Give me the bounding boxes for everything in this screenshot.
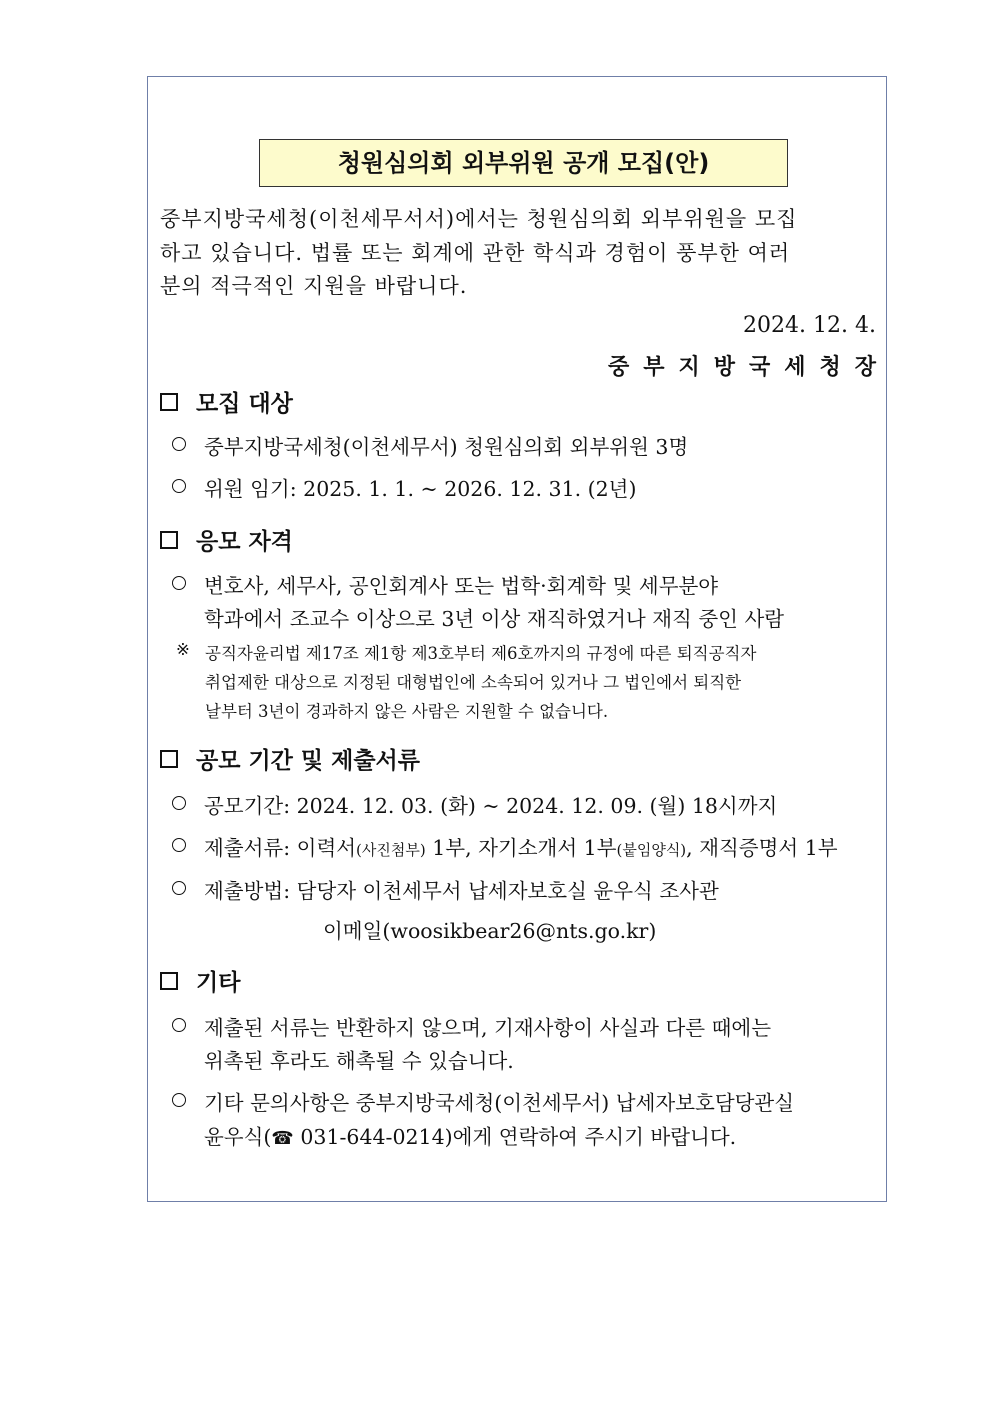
circle-bullet-icon <box>172 881 186 895</box>
intro-line: 하고 있습니다. 법률 또는 회계에 관한 학식과 경험이 풍부한 여러 <box>160 241 791 265</box>
circle-bullet-icon <box>172 838 186 852</box>
note-line: 취업제한 대상으로 지정된 대형법인에 소속되어 있거나 그 법인에서 퇴직한 <box>205 673 742 692</box>
section-heading-target: 모집 대상 <box>160 385 293 418</box>
circle-bullet-icon <box>172 576 186 590</box>
section-heading-period: 공모 기간 및 제출서류 <box>160 742 420 775</box>
issuer: 중부지방국세청장 <box>607 354 890 380</box>
list-item: 제출된 서류는 반환하지 않으며, 기재사항이 사실과 다른 때에는 <box>172 1011 771 1041</box>
circle-bullet-icon <box>172 796 186 810</box>
document-date: 2024. 12. 4. <box>743 313 876 338</box>
circle-bullet-icon <box>172 1018 186 1032</box>
circle-bullet-icon <box>172 479 186 493</box>
phone-icon: ☎ <box>271 1128 294 1149</box>
intro-line: 중부지방국세청(이천세무서서)에서는 청원심의회 외부위원을 모집 <box>160 207 798 231</box>
list-item-continuation: 위촉된 후라도 해촉될 수 있습니다. <box>204 1049 514 1073</box>
square-bullet-icon <box>160 393 178 411</box>
intro-line: 분의 적극적인 지원을 바랍니다. <box>160 274 468 298</box>
section-heading-qualification: 응모 자격 <box>160 523 293 556</box>
list-item: 중부지방국세청(이천세무서) 청원심의회 외부위원 3명 <box>172 430 688 460</box>
square-bullet-icon <box>160 750 178 768</box>
list-item-continuation: 윤우식(☎ 031-644-0214)에게 연락하여 주시기 바랍니다. <box>204 1125 737 1149</box>
note-line: 날부터 3년이 경과하지 않은 사람은 지원할 수 없습니다. <box>205 702 609 721</box>
square-bullet-icon <box>160 531 178 549</box>
square-bullet-icon <box>160 972 178 990</box>
list-item: 위원 임기: 2025. 1. 1. ~ 2026. 12. 31. (2년) <box>172 472 636 502</box>
list-item: 제출방법: 담당자 이천세무서 납세자보호실 윤우식 조사관 <box>172 874 719 904</box>
list-item: 기타 문의사항은 중부지방국세청(이천세무서) 납세자보호담당관실 <box>172 1086 794 1116</box>
section-heading-etc: 기타 <box>160 964 240 997</box>
contact-email: 이메일(woosikbear26@nts.go.kr) <box>323 919 657 943</box>
circle-bullet-icon <box>172 1093 186 1107</box>
list-item: 공모기간: 2024. 12. 03. (화) ~ 2024. 12. 09. (월) 18시까지 <box>172 789 777 819</box>
list-item: 제출서류: 이력서(사진첨부) 1부, 자기소개서 1부(붙임양식), 재직증명서 1부 <box>172 831 838 861</box>
circle-bullet-icon <box>172 437 186 451</box>
note-mark: ※ <box>176 640 190 659</box>
list-item-continuation: 학과에서 조교수 이상으로 3년 이상 재직하였거나 재직 중인 사람 <box>204 607 785 631</box>
document-title: 청원심의회 외부위원 공개 모집(안) <box>259 139 788 187</box>
note-line: 공직자윤리법 제17조 제1항 제3호부터 제6호까지의 규정에 따른 퇴직공직자 <box>205 644 757 663</box>
list-item: 변호사, 세무사, 공인회계사 또는 법학·회계학 및 세무분야 <box>172 569 718 599</box>
